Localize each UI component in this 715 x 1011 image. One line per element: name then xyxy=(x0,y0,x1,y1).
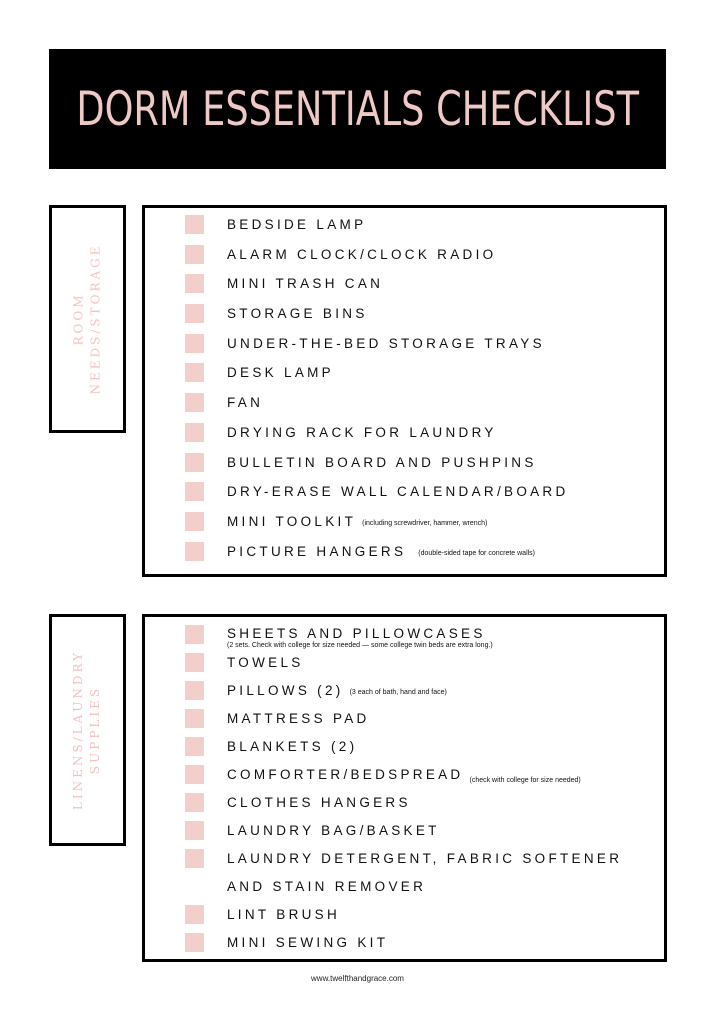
item-text: CLOTHES HANGERS xyxy=(227,795,411,810)
item-text: LINT BRUSH xyxy=(227,907,341,922)
checkbox[interactable] xyxy=(185,334,204,353)
checkbox[interactable] xyxy=(185,304,204,323)
checkbox[interactable] xyxy=(185,681,204,700)
item-text: UNDER-THE-BED STORAGE TRAYS xyxy=(227,336,545,351)
item-text: FAN xyxy=(227,395,264,410)
checkbox[interactable] xyxy=(185,905,204,924)
item-text: DRY-ERASE WALL CALENDAR/BOARD xyxy=(227,484,569,499)
item-note: (check with college for size needed) xyxy=(469,777,581,784)
checkbox[interactable] xyxy=(185,653,204,672)
item-text: STORAGE BINS xyxy=(227,306,368,321)
checkbox[interactable] xyxy=(185,542,204,561)
checkbox[interactable] xyxy=(185,793,204,812)
section-label-text xyxy=(71,243,105,394)
checkbox[interactable] xyxy=(185,512,204,531)
item-text: PILLOWS (2) xyxy=(227,683,344,698)
checkbox[interactable] xyxy=(185,453,204,472)
item-note: (2 sets. Check with college for size needed — some college twin beds are extra long.) xyxy=(227,642,493,649)
item-text: TOWELS xyxy=(227,655,304,670)
checkbox[interactable] xyxy=(185,821,204,840)
checkbox[interactable] xyxy=(185,215,204,234)
section-label-linens-laundry xyxy=(49,614,126,846)
item-text: MATTRESS PAD xyxy=(227,711,370,726)
item-text: AND STAIN REMOVER xyxy=(227,879,427,894)
checkbox[interactable] xyxy=(185,933,204,952)
checkbox[interactable] xyxy=(185,393,204,412)
checkbox[interactable] xyxy=(185,245,204,264)
section-label-line1: ROOM xyxy=(71,292,86,346)
item-text-wrap xyxy=(227,514,487,529)
checklist-box-room-needs xyxy=(142,205,667,577)
item-text: LAUNDRY DETERGENT, FABRIC SOFTENER xyxy=(227,851,623,866)
item-text: DRYING RACK FOR LAUNDRY xyxy=(227,425,497,440)
checkbox[interactable] xyxy=(185,482,204,501)
item-note: (3 each of bath, hand and face) xyxy=(349,689,447,696)
item-text: MINI TOOLKIT xyxy=(227,514,357,529)
item-note: (including screwdriver, hammer, wrench) xyxy=(362,520,488,527)
item-text-wrap xyxy=(227,767,581,784)
item-text: LAUNDRY BAG/BASKET xyxy=(227,823,440,838)
section-label-room-needs xyxy=(49,205,126,433)
item-text: BLANKETS (2) xyxy=(227,739,358,754)
checkbox[interactable] xyxy=(185,709,204,728)
checklist-box-linens-laundry xyxy=(142,614,667,962)
item-text: DESK LAMP xyxy=(227,365,334,380)
checkbox[interactable] xyxy=(185,737,204,756)
checkbox[interactable] xyxy=(185,765,204,784)
item-note: (double-sided tape for concrete walls) xyxy=(418,550,536,557)
section-label-line2: SUPPLIES xyxy=(88,685,103,775)
footer-url: www.twelfthandgrace.com xyxy=(311,974,404,983)
item-text: MINI TRASH CAN xyxy=(227,276,384,291)
item-text: COMFORTER/BEDSPREAD xyxy=(227,767,464,782)
item-text-wrap xyxy=(227,683,447,698)
item-text: PICTURE HANGERS xyxy=(227,544,407,559)
checkbox[interactable] xyxy=(185,363,204,382)
checkbox[interactable] xyxy=(185,423,204,442)
title-banner xyxy=(49,49,666,169)
section-label-line1: LINENS/LAUNDRY xyxy=(71,649,86,811)
item-text-wrap xyxy=(227,544,535,559)
item-text: MINI SEWING KIT xyxy=(227,935,389,950)
item-text: BULLETIN BOARD AND PUSHPINS xyxy=(227,455,537,470)
checkbox[interactable] xyxy=(185,849,204,868)
checkbox[interactable] xyxy=(185,274,204,293)
item-text: SHEETS AND PILLOWCASES xyxy=(227,626,486,641)
item-text: ALARM CLOCK/CLOCK RADIO xyxy=(227,247,497,262)
item-text: BEDSIDE LAMP xyxy=(227,217,367,232)
checkbox[interactable] xyxy=(185,625,204,644)
page-title: DORM ESSENTIALS CHECKLIST xyxy=(76,81,639,137)
section-label-line2: NEEDS/STORAGE xyxy=(88,243,103,395)
section-label-text xyxy=(71,650,105,810)
